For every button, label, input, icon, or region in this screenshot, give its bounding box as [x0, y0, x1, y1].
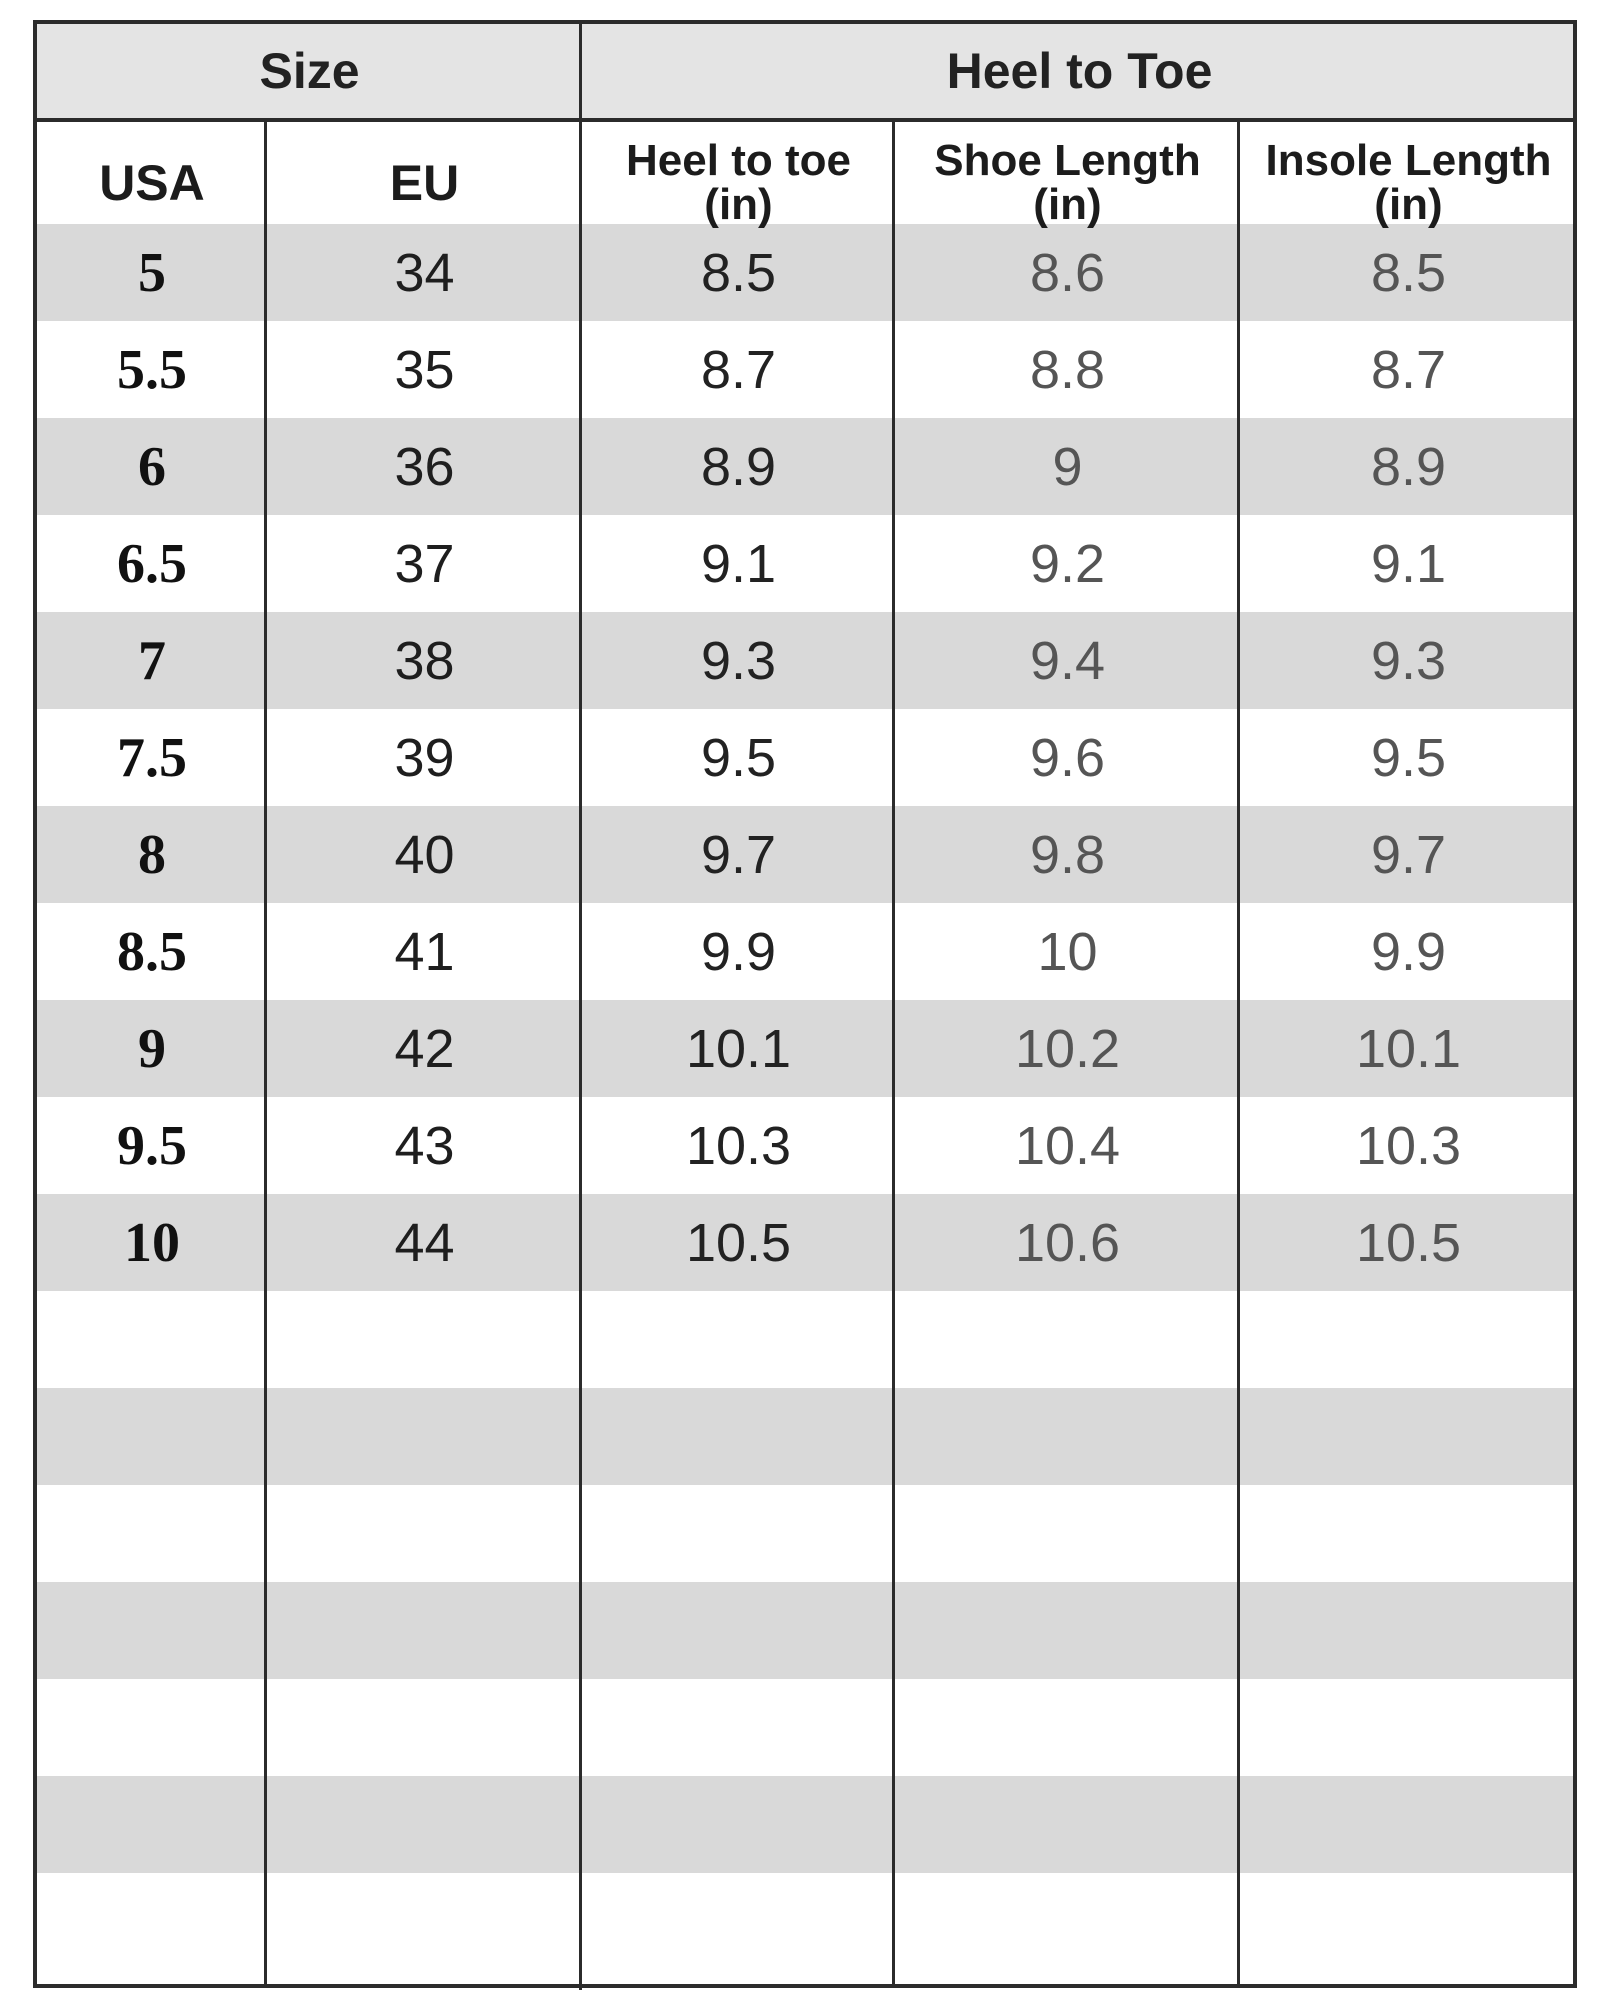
row-stripe — [37, 1582, 1573, 1679]
cell-shoe-length: 9.4 — [1029, 630, 1106, 691]
row-stripe — [37, 1679, 1573, 1776]
cell-insole-length: 8.7 — [1370, 339, 1447, 400]
cell-eu: 36 — [394, 436, 455, 497]
cell-heel-to-toe: 9.5 — [700, 727, 777, 788]
cell-shoe-length: 9 — [1052, 436, 1083, 497]
cell-heel-to-toe: 8.9 — [700, 436, 777, 497]
cell-usa: 9 — [138, 1017, 166, 1080]
size-chart-table — [33, 20, 1577, 1988]
cell-heel-to-toe: 8.7 — [700, 339, 777, 400]
cell-heel-to-toe: 9.1 — [700, 533, 777, 594]
column-divider-eu-heel — [579, 24, 582, 1990]
column-header-heel-to-toe-line2: (in) — [704, 180, 773, 229]
cell-eu: 43 — [394, 1115, 455, 1176]
row-stripe — [37, 1776, 1573, 1873]
cell-eu: 39 — [394, 727, 455, 788]
cell-eu: 44 — [394, 1212, 455, 1273]
cell-heel-to-toe: 10.5 — [685, 1212, 792, 1273]
cell-eu: 42 — [394, 1018, 455, 1079]
cell-usa: 7 — [138, 629, 166, 692]
cell-shoe-length: 8.6 — [1029, 242, 1106, 303]
row-stripe — [37, 1388, 1573, 1485]
cell-shoe-length: 10.4 — [1014, 1115, 1121, 1176]
cell-usa: 10 — [124, 1211, 180, 1274]
cell-usa: 5.5 — [117, 338, 187, 401]
group-header-row — [37, 24, 1573, 122]
cell-eu: 41 — [394, 921, 455, 982]
cell-heel-to-toe: 10.3 — [685, 1115, 792, 1176]
column-divider-heel-shoe — [892, 122, 895, 1988]
cell-eu: 40 — [394, 824, 455, 885]
column-header-usa-label: USA — [99, 155, 205, 211]
cell-usa: 7.5 — [117, 726, 187, 789]
cell-heel-to-toe: 10.1 — [685, 1018, 792, 1079]
group-header-heel-to-toe: Heel to Toe — [946, 43, 1213, 99]
column-header-heel-to-toe-line1: Heel to toe — [626, 136, 851, 185]
cell-insole-length: 9.7 — [1370, 824, 1447, 885]
column-header-eu-label: EU — [389, 155, 460, 211]
cell-eu: 37 — [394, 533, 455, 594]
cell-insole-length: 9.3 — [1370, 630, 1447, 691]
cell-usa: 6.5 — [117, 532, 187, 595]
cell-insole-length: 9.1 — [1370, 533, 1447, 594]
cell-shoe-length: 9.2 — [1029, 533, 1106, 594]
cell-heel-to-toe: 9.3 — [700, 630, 777, 691]
column-header-shoe-length-line2: (in) — [1033, 180, 1102, 229]
cell-insole-length: 10.5 — [1355, 1212, 1462, 1273]
cell-shoe-length: 9.8 — [1029, 824, 1106, 885]
cell-eu: 35 — [394, 339, 455, 400]
row-stripe — [37, 1485, 1573, 1582]
cell-usa: 5 — [138, 241, 166, 304]
cell-shoe-length: 10 — [1037, 921, 1098, 982]
cell-usa: 6 — [138, 435, 166, 498]
cell-shoe-length: 10.2 — [1014, 1018, 1121, 1079]
cell-shoe-length: 8.8 — [1029, 339, 1106, 400]
cell-usa: 9.5 — [117, 1114, 187, 1177]
row-stripe — [37, 1291, 1573, 1388]
cell-insole-length: 10.1 — [1355, 1018, 1462, 1079]
group-header-size: Size — [259, 43, 360, 99]
cell-shoe-length: 9.6 — [1029, 727, 1106, 788]
cell-insole-length: 8.5 — [1370, 242, 1447, 303]
cell-heel-to-toe: 9.9 — [700, 921, 777, 982]
cell-shoe-length: 10.6 — [1014, 1212, 1121, 1273]
cell-insole-length: 10.3 — [1355, 1115, 1462, 1176]
row-stripe — [37, 1873, 1573, 1970]
cell-insole-length: 8.9 — [1370, 436, 1447, 497]
cell-heel-to-toe: 8.5 — [700, 242, 777, 303]
cell-eu: 34 — [394, 242, 455, 303]
cell-insole-length: 9.9 — [1370, 921, 1447, 982]
cell-heel-to-toe: 9.7 — [700, 824, 777, 885]
column-header-insole-length-line1: Insole Length — [1265, 136, 1552, 185]
column-header-shoe-length-line1: Shoe Length — [934, 136, 1201, 185]
cell-eu: 38 — [394, 630, 455, 691]
cell-insole-length: 9.5 — [1370, 727, 1447, 788]
cell-usa: 8 — [138, 823, 166, 886]
column-divider-usa-eu — [264, 122, 267, 1988]
column-divider-shoe-insole — [1237, 122, 1240, 1988]
cell-usa: 8.5 — [117, 920, 187, 983]
column-header-insole-length-line2: (in) — [1374, 180, 1443, 229]
